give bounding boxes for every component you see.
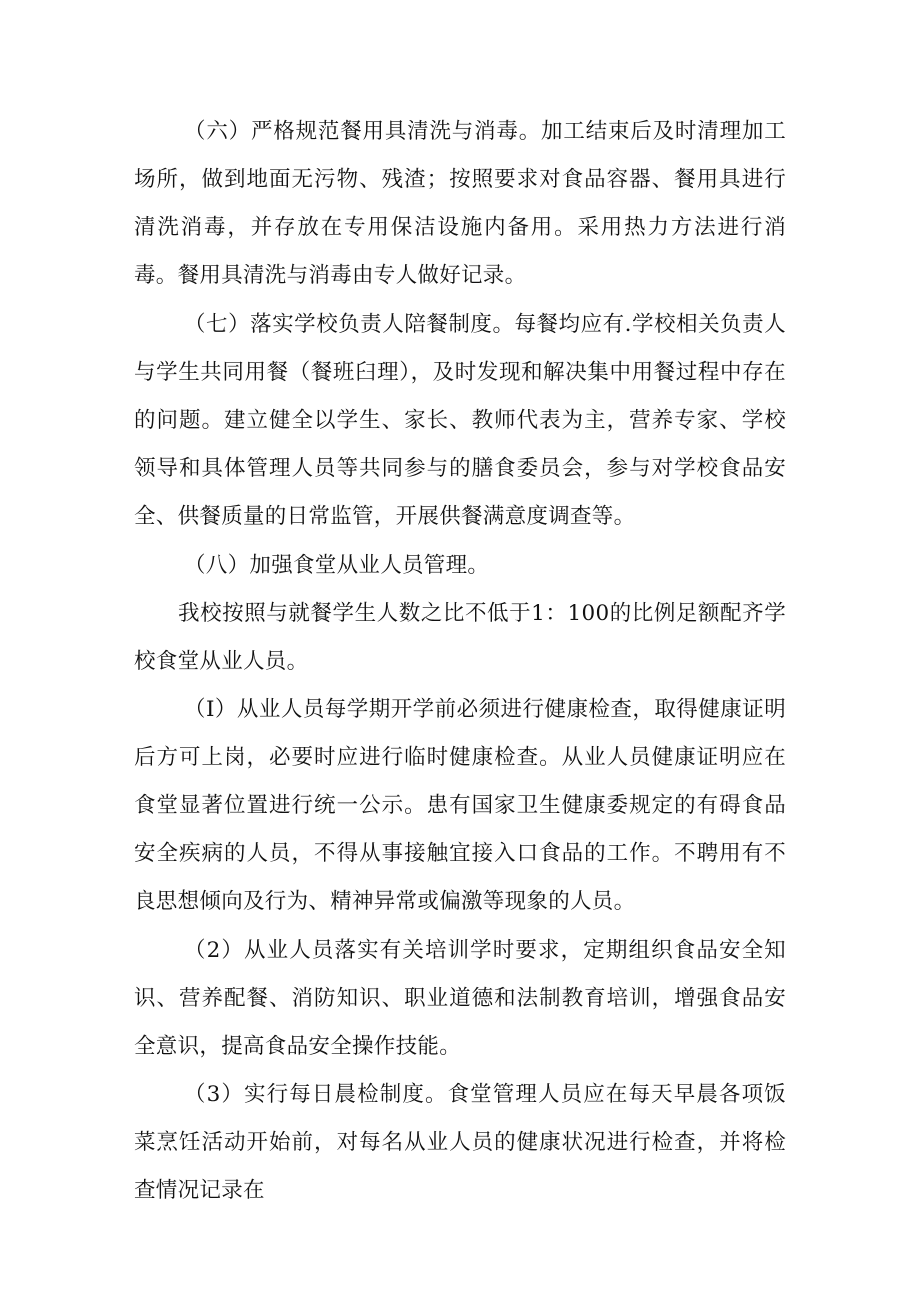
paragraph-morning-check: （3）实行每日晨检制度。食堂管理人员应在每天早晨各项饭菜烹饪活动开始前，对每名从业人员的健康状况进行检查，并将检查情况记录在 xyxy=(134,1082,786,1203)
paragraph-staff-management-heading: （八）加强食堂从业人员管理。 xyxy=(184,553,490,578)
paragraph-training: （2）从业人员落实有关培训学时要求，定期组织食品安全知识、营养配餐、消防知识、职业道德和法制教育培训，增强食品安全意识，提高食品安全操作技能。 xyxy=(134,938,786,1059)
paragraph-health-check: （I）从业人员每学期开学前必须进行健康检查，取得健康证明后方可上岗，必要时应进行临时健康检查。从业人员健康证明应在食堂显著位置进行统一公示。患有国家卫生健康委规定的有碍食品安全疾病的人员，不得从事接触宜接入口食品的工作。不聘用有不良思想倾向及行为、精神异常或偏激等现象的人员。 xyxy=(134,697,786,914)
paragraph-principal-accompany-meal: （七）落实学校负责人陪餐制度。每餐均应有.学校相关负责人与学生共同用餐（餐班臼理），及时发现和解决集中用餐过程中存在的问题。建立健全以学生、家长、教师代表为主，营养专家、学校领导和具体管理人员等共同参与的膳食委员会，参与对学校食品安全、供餐质量的日常监管，开展供餐满意度调查等。 xyxy=(134,312,786,529)
paragraph-staff-ratio: 我校按照与就餐学生人数之比不低于1：100的比例足额配齐学校食堂从业人员。 xyxy=(134,601,786,674)
paragraph-tableware-disinfection: （六）严格规范餐用具清洗与消毒。加工结束后及时清理加工场所，做到地面无污物、残渣；按照要求对食品容器、餐用具进行清洗消毒，并存放在专用保洁设施内备用。采用热力方法进行消毒。餐用具清洗与消毒由专人做好记录。 xyxy=(134,119,786,288)
